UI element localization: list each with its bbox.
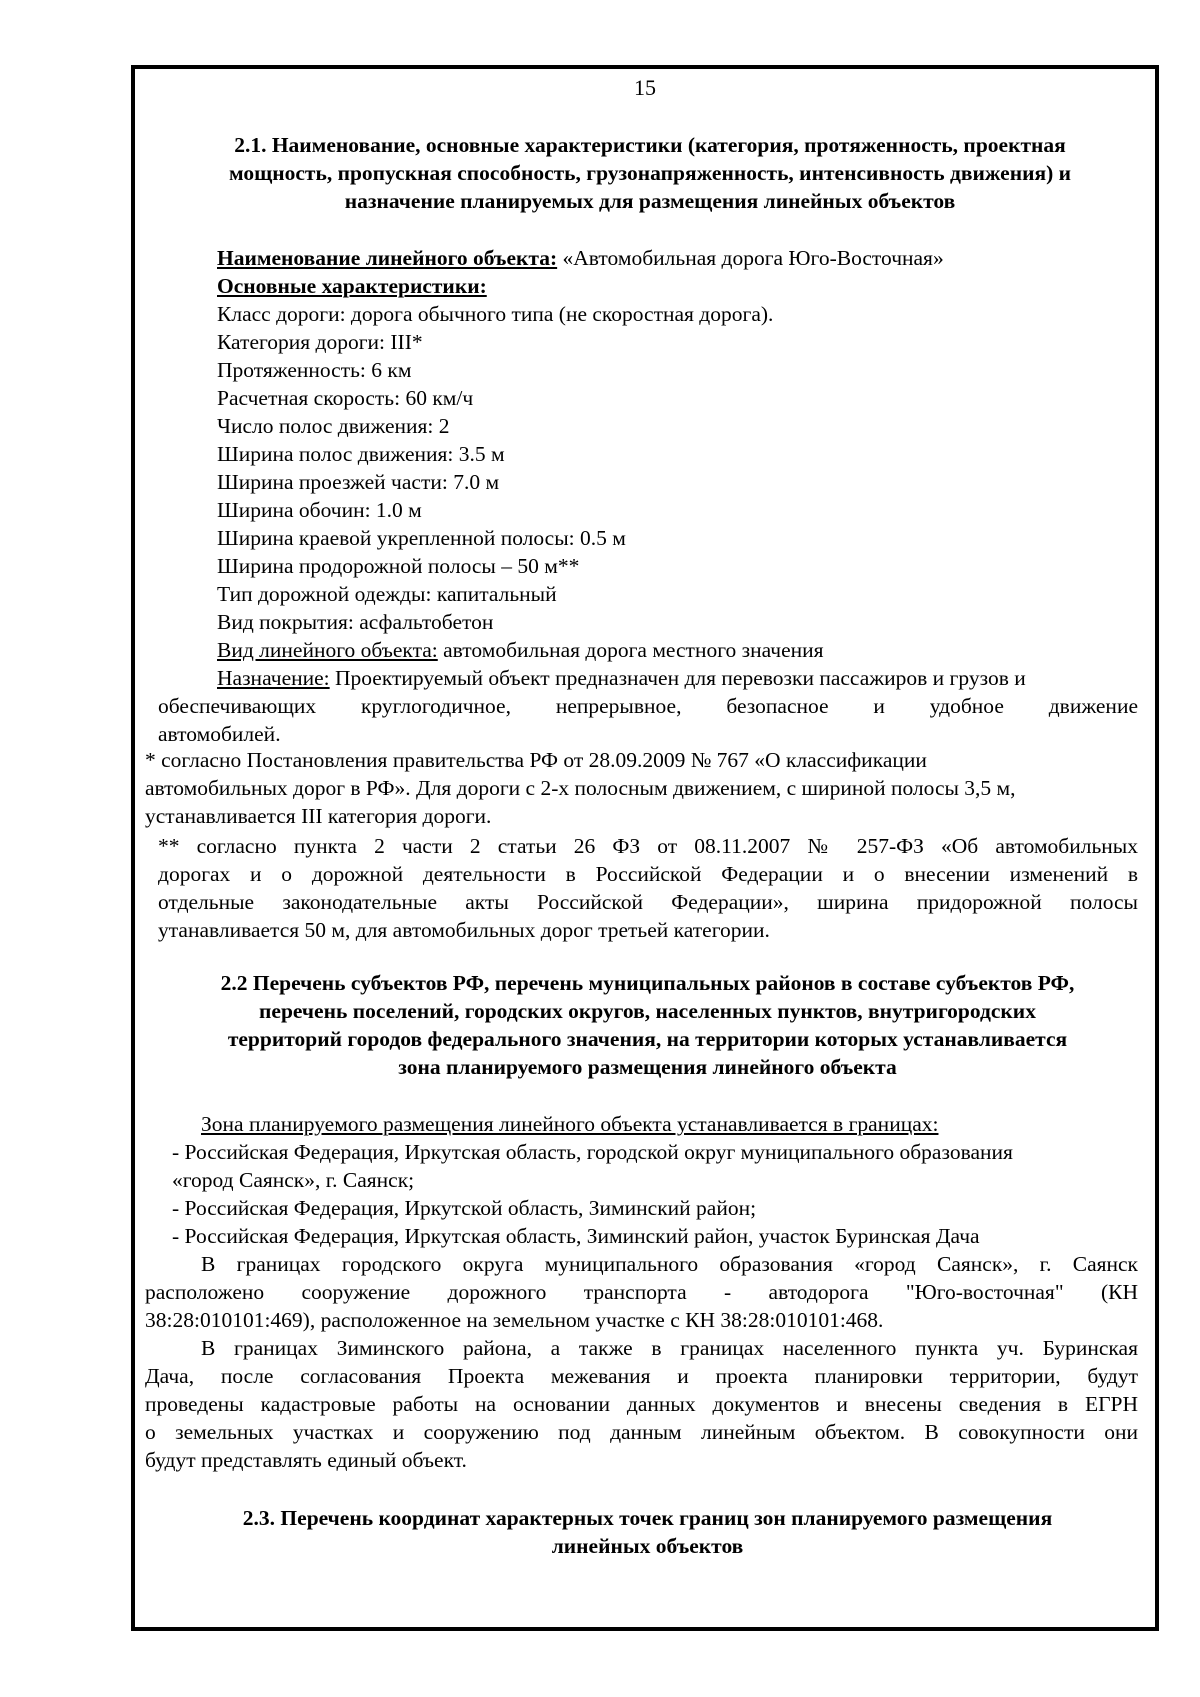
purpose-text: Проектируемый объект предназначен для перевозки пассажиров и грузов и <box>329 666 1026 690</box>
heading-line: перечень поселений, городских округов, населенных пунктов, внутригородских <box>259 999 1036 1023</box>
object-name-line <box>217 244 944 272</box>
heading-line: зона планируемого размещения линейного объекта <box>398 1055 897 1079</box>
paragraph-2-line: о земельных участках и сооружению под данным линейным объектом. В совокупности они <box>145 1420 1138 1444</box>
footnote-2-line: отдельные законодательные акты Российской Федерации», ширина придорожной полосы <box>158 890 1138 914</box>
characteristics-label: Основные характеристики: <box>217 274 487 298</box>
heading-line: линейных объектов <box>551 1534 744 1558</box>
paragraph-1-line: В границах городского округа муниципального образования «город Саянск», г. Саянск <box>201 1252 1138 1276</box>
paragraph-1-line: расположено сооружение дорожного транспорта - автодорога "Юго-восточная" (КН <box>145 1280 1138 1304</box>
characteristic-item: Ширина полос движения: 3.5 м <box>217 442 505 466</box>
characteristic-item: Класс дороги: дорога обычного типа (не скоростная дорога). <box>217 302 774 326</box>
heading-line: территорий городов федерального значения, на территории которых устанавливается <box>227 1027 1068 1051</box>
object-type-line <box>217 636 824 664</box>
zone-item: - Российская Федерация, Иркутской область, Зиминский район; <box>172 1196 757 1220</box>
characteristic-item: Вид покрытия: асфальтобетон <box>217 610 494 634</box>
paragraph-1-line: 38:28:010101:469), расположенное на земельном участке с КН 38:28:010101:468. <box>145 1308 884 1332</box>
purpose-line-1 <box>217 664 1026 692</box>
purpose-line-3: автомобилей. <box>158 722 281 746</box>
footnote-1-line: автомобильных дорог в РФ». Для дороги с 2-х полосным движением, с шириной полосы 3,5 м, <box>145 776 1016 800</box>
characteristic-item: Ширина продорожной полосы – 50 м** <box>217 554 580 578</box>
heading-line: мощность, пропускная способность, грузонапряженность, интенсивность движения) и <box>228 161 1072 185</box>
page-number: 15 <box>634 75 656 100</box>
object-name-label: Наименование линейного объекта: <box>217 246 558 270</box>
characteristic-item: Ширина краевой укрепленной полосы: 0.5 м <box>217 526 626 550</box>
purpose-line-2: обеспечивающих круглогодичное, непрерывное, безопасное и удобное движение <box>158 694 1138 718</box>
zone-item: «город Саянск», г. Саянск; <box>172 1168 415 1192</box>
heading-line: 2.1. Наименование, основные характеристики (категория, протяженность, проектная <box>234 133 1066 157</box>
object-type-label: Вид линейного объекта: <box>217 638 438 662</box>
section-2-1-heading <box>160 131 1140 215</box>
footnote-1-line: устанавливается III категория дороги. <box>145 804 492 828</box>
paragraph-2-line: В границах Зиминского района, а также в границах населенного пункта уч. Буринская <box>201 1336 1138 1360</box>
characteristic-item: Тип дорожной одежды: капитальный <box>217 582 557 606</box>
zone-label: Зона планируемого размещения линейного объекта устанавливается в границах: <box>201 1112 939 1136</box>
section-2-3-heading <box>150 1504 1145 1560</box>
characteristic-item: Расчетная скорость: 60 км/ч <box>217 386 474 410</box>
characteristic-item: Протяженность: 6 км <box>217 358 412 382</box>
footnote-2-line: ** согласно пункта 2 части 2 статьи 26 ФЗ от 08.11.2007 № 257-ФЗ «Об автомобильных <box>158 834 1138 858</box>
zone-item: - Российская Федерация, Иркутская область, городской округ муниципального образования <box>172 1140 1013 1164</box>
characteristic-item: Категория дороги: III* <box>217 330 423 354</box>
footnote-2-line: утанавливается 50 м, для автомобильных дорог третьей категории. <box>158 918 770 942</box>
object-name-value: «Автомобильная дорога Юго-Восточная» <box>557 246 944 270</box>
characteristic-item: Число полос движения: 2 <box>217 414 450 438</box>
heading-line: 2.3. Перечень координат характерных точек границ зон планируемого размещения <box>242 1506 1053 1530</box>
heading-line: назначение планируемых для размещения линейных объектов <box>344 189 956 213</box>
paragraph-2-line: проведены кадастровые работы на основании данных документов и внесены сведения в ЕГРН <box>145 1392 1138 1416</box>
footnote-2-line: дорогах и о дорожной деятельности в Российской Федерации и о внесении изменений в <box>158 862 1138 886</box>
footnote-1-line: * согласно Постановления правительства РФ от 28.09.2009 № 767 «О классификации <box>145 748 927 772</box>
paragraph-2-line: будут представлять единый объект. <box>145 1448 467 1472</box>
paragraph-2-line: Дача, после согласования Проекта межевания и проекта планировки территории, будут <box>145 1364 1138 1388</box>
object-type-value: автомобильная дорога местного значения <box>437 638 824 662</box>
zone-item: - Российская Федерация, Иркутская область, Зиминский район, участок Буринская Дача <box>172 1224 980 1248</box>
characteristic-item: Ширина обочин: 1.0 м <box>217 498 422 522</box>
characteristic-item: Ширина проезжей части: 7.0 м <box>217 470 500 494</box>
heading-line: 2.2 Перечень субъектов РФ, перечень муниципальных районов в составе субъектов РФ, <box>220 971 1075 995</box>
purpose-label: Назначение: <box>217 666 330 690</box>
section-2-2-heading <box>150 969 1145 1081</box>
